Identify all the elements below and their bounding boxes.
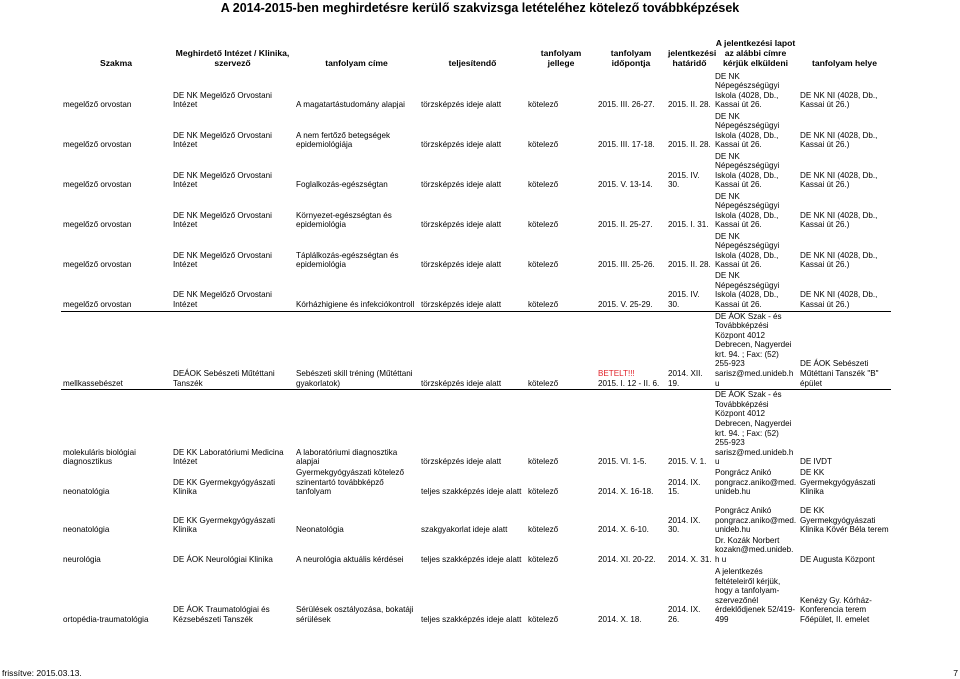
cell-intezet: DE NK Megelőző Orvostani Intézet — [173, 170, 272, 190]
cell-intezet: DE NK Megelőző Orvostani Intézet — [173, 130, 272, 150]
cell-idopont: 2015. V. 13-14. — [598, 180, 653, 190]
cell-hatarido: 2014. IX. 30. — [668, 515, 701, 535]
cell-hatarido: 2014. IX. 26. — [668, 605, 701, 624]
cell-szakma: megelőző orvostan — [63, 140, 132, 150]
cell-hatarido: 2015. II. 28. — [668, 140, 711, 150]
cell-lapot: A jelentkezés feltételeiről kérjük, hogy a tanfolyam-szervezőnél érdeklődjenek 52/419-499 — [715, 567, 796, 624]
table-row — [61, 311, 891, 390]
table-row — [61, 71, 891, 111]
cell-jelleg: kötelező — [528, 614, 559, 624]
cell-intezet: DE ÁOK Traumatológiai és Kézsebészeti Tanszék — [173, 605, 270, 624]
cell-intezet: DE KK Laboratóriumi Medicina Intézet — [171, 390, 294, 468]
cell-helye: DE NK NI (4028, Db., Kassai út 26.) — [800, 90, 878, 110]
cell-hatarido: 2014. X. 31. — [668, 554, 712, 564]
cell-szakma: megelőző orvostan — [63, 220, 132, 230]
cell-hatarido: 2015. I. 31. — [668, 220, 709, 230]
header-cim: tanfolyam címe — [325, 58, 388, 68]
cell-szakma: megelőző orvostan — [63, 260, 132, 270]
cell-jelleg: kötelező — [528, 299, 559, 309]
cell-teljesitendo: törzsképzés ideje alatt — [421, 260, 502, 270]
cell-teljesitendo: törzsképzés ideje alatt — [421, 299, 502, 309]
header-hatarido: jelentkezési határidő — [668, 48, 717, 68]
cell-helye: DE NK NI (4028, Db., Kassai út 26.) — [800, 210, 878, 230]
cell-szakma: molekuláris biológiai diagnosztikus — [61, 390, 171, 468]
cell-intezet: DE NK Megelőző Orvostani Intézet — [173, 250, 272, 270]
cell-lapot: DE NK Népegészségügyi Iskola (4028, Db., Kassai út 26. — [715, 231, 780, 270]
cell-szakma: neurológia — [63, 554, 101, 564]
cell-hatarido: 2015. V. 1. — [666, 390, 713, 468]
cell-lapot: DE NK Népegészségügyi Iskola (4028, Db., Kassai út 26. — [715, 151, 780, 190]
cell-idopont — [596, 311, 666, 390]
cell-szakma: mellkassebészet — [61, 311, 171, 390]
cell-lapot: DE NK Népegészségügyi Iskola (4028, Db., Kassai út 26. — [715, 191, 780, 230]
cell-hatarido: 2015. II. 28. — [668, 260, 711, 270]
cell-teljesitendo: teljes szakképzés ideje alatt — [421, 487, 522, 497]
full-notice: BETELT!!! — [598, 369, 635, 379]
cell-intezet: DE KK Gyermekgyógyászati Klinika — [173, 515, 276, 535]
table-row — [61, 566, 891, 626]
header-szakma: Szakma — [99, 58, 132, 68]
cell-idopont: 2014. X. 18. — [598, 614, 642, 624]
cell-idopont: 2014. X. 6-10. — [598, 525, 649, 535]
cell-lapot: DE NK Népegészségügyi Iskola (4028, Db., Kassai út 26. — [715, 71, 780, 110]
table-row — [61, 271, 891, 311]
table-row — [61, 498, 891, 536]
cell-cim: Sebészeti skill tréning (Műtéttani gyakorlatok) — [294, 311, 419, 390]
cell-intezet: DE ÁOK Neurológiai Klinika — [173, 554, 273, 564]
updated-date: frissítve: 2015.03.13. — [2, 668, 82, 678]
header-jelleg: tanfolyam jellege — [540, 48, 582, 68]
cell-teljesitendo: törzsképzés ideje alatt — [421, 220, 502, 230]
cell-idopont: 2014. X. 16-18. — [598, 487, 654, 497]
table-row — [61, 151, 891, 191]
header-idopont: tanfolyam időpontja — [610, 48, 652, 68]
cell-helye: DE Augusta Központ — [800, 554, 875, 564]
page-number: 7 — [953, 668, 958, 678]
cell-jelleg: kötelező — [528, 525, 559, 535]
cell-szakma: neonatológia — [63, 525, 110, 535]
cell-cim: Neonatológia — [296, 525, 344, 535]
cell-helye: DE IVDT — [798, 390, 891, 468]
cell-idopont: 2014. XI. 20-22. — [598, 554, 656, 564]
cell-jelleg: kötelező — [526, 390, 596, 468]
cell-cim: A laboratóriumi diagnosztika alapjai — [294, 390, 419, 468]
cell-hatarido: 2015. II. 28. — [668, 100, 711, 110]
cell-cim: Táplálkozás-egészségtan és epidemiológia — [296, 250, 399, 270]
cell-idopont: 2015. II. 25-27. — [598, 220, 653, 230]
cell-intezet: DEÁOK Sebészeti Műtéttani Tanszék — [171, 311, 294, 390]
cell-szakma: megelőző orvostan — [63, 299, 132, 309]
table-row — [61, 536, 891, 566]
cell-cim: A nem fertőző betegségek epidemiológiája — [296, 130, 391, 150]
table-row — [61, 191, 891, 231]
cell-jelleg: kötelező — [528, 100, 559, 110]
cell-teljesitendo: törzsképzés ideje alatt — [421, 180, 502, 190]
header-row — [61, 28, 891, 71]
cell-idopont: 2015. V. 25-29. — [598, 299, 653, 309]
cell-teljesitendo: teljes szakképzés ideje alatt — [421, 614, 522, 624]
cell-jelleg: kötelező — [528, 180, 559, 190]
cell-intezet: DE NK Megelőző Orvostani Intézet — [173, 90, 272, 110]
cell-cim: Foglalkozás-egészségtan — [296, 180, 388, 190]
cell-lapot: DE ÁOK Szak - és Továbbképzési Központ 4012 Debrecen, Nagyerdei krt. 94. ; Fax: (52) 255-923 sarisz@med.unideb.hu — [713, 311, 798, 390]
cell-cim: A neurológia aktuális kérdései — [296, 554, 404, 564]
table-row — [61, 231, 891, 271]
header-intezet: Meghirdető Intézet / Klinika, szervező — [175, 48, 290, 68]
cell-teljesitendo: teljes szakképzés ideje alatt — [421, 554, 522, 564]
table-row — [61, 390, 891, 468]
cell-intezet: DE NK Megelőző Orvostani Intézet — [173, 210, 272, 230]
cell-helye: Kenézy Gy. Kórház-Konferencia terem Főépület, II. emelet — [800, 595, 872, 624]
cell-cim: Környezet-egészségtan és epidemiológia — [296, 210, 392, 230]
cell-jelleg: kötelező — [528, 260, 559, 270]
cell-cim: A magatartástudomány alapjai — [296, 100, 405, 110]
cell-cim: Kórházhigiene és infekciókontroll — [296, 299, 415, 309]
cell-lapot: DE NK Népegészségügyi Iskola (4028, Db., Kassai út 26. — [715, 271, 780, 309]
cell-lapot: DE NK Népegészségügyi Iskola (4028, Db., Kassai út 26. — [715, 111, 780, 150]
cell-jelleg: kötelező — [528, 554, 559, 564]
cell-hatarido: 2014. IX. 15. — [668, 477, 701, 497]
page-title: A 2014-2015-ben meghirdetésre kerülő szakvizsga letételéhez kötelező továbbképzések — [220, 1, 740, 15]
cell-jelleg: kötelező — [528, 487, 559, 497]
cell-jelleg: kötelező — [528, 140, 559, 150]
cell-helye: DE ÁOK Sebészeti Műtéttani Tanszék "B" épület — [798, 311, 891, 390]
cell-cim: Sérülések osztályozása, bokatáji sérülések — [296, 605, 414, 624]
cell-lapot: Dr. Kozák Norbert kozakn@med.unideb.h u — [715, 535, 794, 564]
cell-helye: DE NK NI (4028, Db., Kassai út 26.) — [800, 130, 878, 150]
cell-cim: Gyermekgyógyászati kötelező szinentartó továbbképző tanfolyam — [296, 468, 404, 497]
cell-teljesitendo: törzsképzés ideje alatt — [419, 311, 526, 390]
cell-lapot: Pongrácz Anikó pongracz.aniko@med. unideb.hu — [715, 468, 797, 497]
header-lapot: A jelentkezési lapot az alábbi címre kérjük elküldeni — [715, 38, 796, 68]
table-row — [61, 468, 891, 498]
cell-szakma: megelőző orvostan — [63, 180, 132, 190]
table-row — [61, 111, 891, 151]
cell-helye: DE KK Gyermekgyógyászati Klinika Kövér Béla terem — [800, 506, 889, 535]
cell-idopont: 2015. III. 25-26. — [598, 260, 655, 270]
cell-lapot: Pongrácz Anikó pongracz.aniko@med. unideb.hu — [715, 506, 797, 535]
cell-intezet: DE KK Gyermekgyógyászati Klinika — [173, 477, 276, 497]
cell-hatarido: 2015. IV. 30. — [668, 170, 700, 190]
courses-table — [61, 28, 891, 626]
header-teljesitendo: teljesítendő — [448, 58, 497, 68]
cell-szakma: ortopédia-traumatológia — [63, 614, 149, 624]
cell-jelleg: kötelező — [526, 311, 596, 390]
cell-teljesitendo: törzsképzés ideje alatt — [421, 100, 502, 110]
cell-teljesitendo: szakgyakorlat ideje alatt — [421, 525, 508, 535]
cell-helye: DE NK NI (4028, Db., Kassai út 26.) — [800, 170, 878, 190]
cell-idopont: 2015. III. 17-18. — [598, 140, 655, 150]
cell-teljesitendo: törzsképzés ideje alatt — [421, 140, 502, 150]
cell-teljesitendo: törzsképzés ideje alatt — [419, 390, 526, 468]
cell-intezet: DE NK Megelőző Orvostani Intézet — [173, 290, 272, 309]
cell-szakma: megelőző orvostan — [63, 100, 132, 110]
cell-helye: DE NK NI (4028, Db., Kassai út 26.) — [800, 290, 878, 309]
cell-idopont-value: 2015. I. 12 - II. 6. — [598, 378, 660, 388]
cell-idopont: 2015. III. 26-27. — [598, 100, 655, 110]
cell-helye: DE NK NI (4028, Db., Kassai út 26.) — [800, 250, 878, 270]
header-helye: tanfolyam helye — [812, 58, 877, 68]
cell-helye: DE KK Gyermekgyógyászati Klinika — [800, 468, 876, 497]
cell-szakma: neonatológia — [63, 487, 110, 497]
cell-jelleg: kötelező — [528, 220, 559, 230]
cell-idopont: 2015. VI. 1-5. — [596, 390, 666, 468]
cell-hatarido: 2015. IV. 30. — [668, 290, 700, 309]
cell-hatarido: 2014. XII. 19. — [666, 311, 713, 390]
cell-lapot: DE ÁOK Szak - és Továbbképzési Központ 4012 Debrecen, Nagyerdei krt. 94. ; Fax: (52) 255-923 sarisz@med.unideb.hu — [713, 390, 798, 468]
